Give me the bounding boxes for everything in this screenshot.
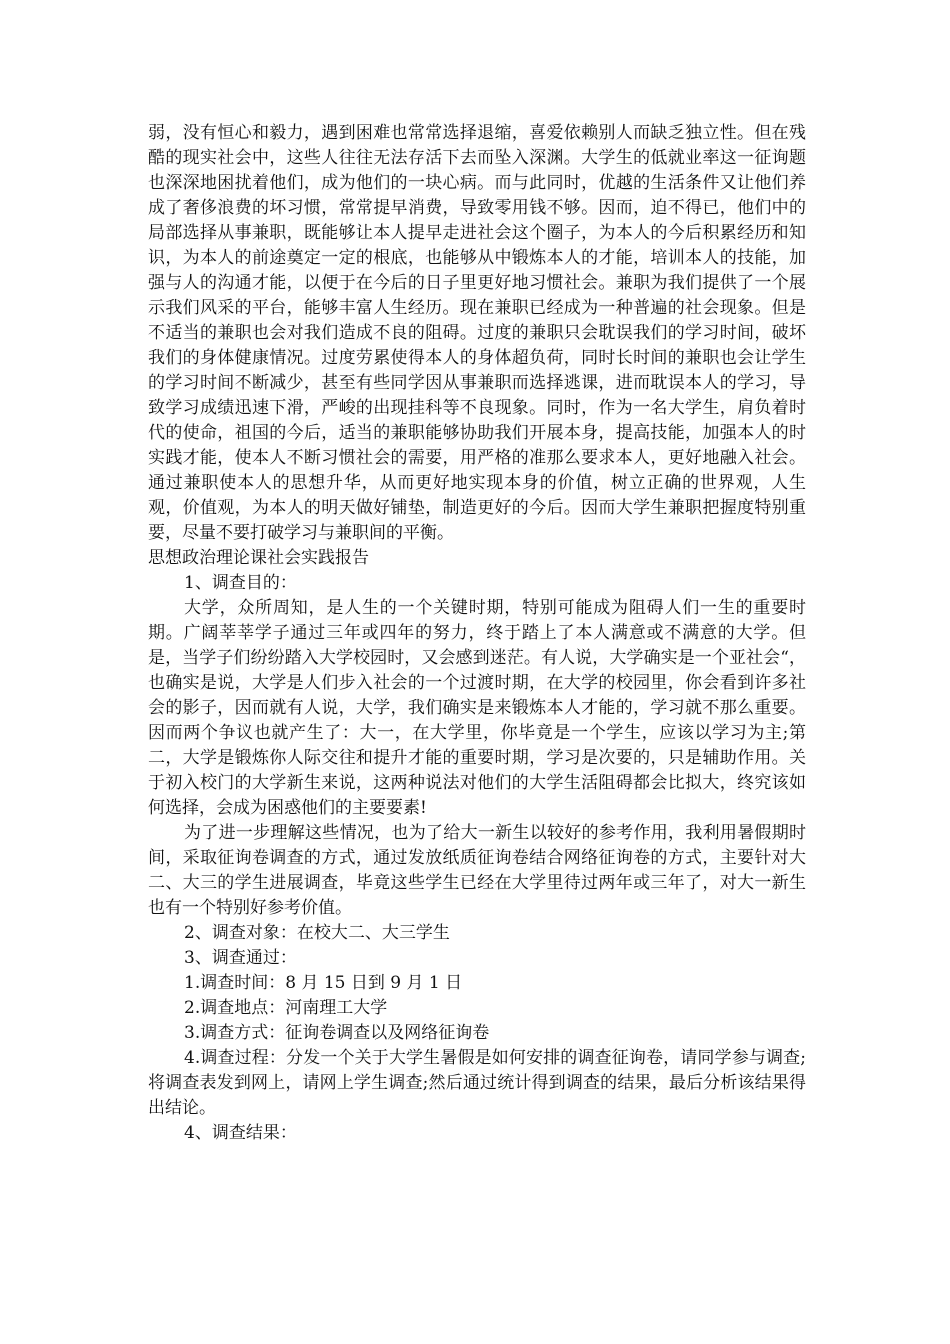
section2-line: 2、调查对象：在校大二、大三学生 (184, 923, 450, 943)
section4-heading: 4、调查结果： (184, 1123, 297, 1143)
survey-item-method: 3.调查方式：征询卷调查以及网络征询卷 (184, 1023, 490, 1043)
section1-paragraph-1: 大学，众所周知，是人生的一个关键时期，特别可能成为阻碍人们一生的重要时期。广阔莘莘学子通过三年或四年的努力，终于踏上了本人满意或不满意的大学。但是，当学子们纷纷踏入大学校园时，又会感到迷茫。有人说，大学确实是一个亚社会“，也确实是说，大学是人们步入社会的一个过渡时期，在大学的校园里，你会看到许多社会的影子，因而就有人说，大学，我们确实是来锻炼本人才能的，学习就不那么重要。因而两个争议也就产生了：大一，在大学里，你毕竟是一个学生，应该以学习为主;第二，大学是锻炼你人际交往和提升才能的重要时期，学习是次要的，只是辅助作用。关于初入校门的大学新生来说，这两种说法对他们的大学生活阻碍都会比拟大，终究该如何选择，会成为困惑他们的主要要素! (148, 598, 806, 818)
survey-item-location: 2.调查地点：河南理工大学 (184, 998, 388, 1018)
section1-paragraph-2: 为了进一步理解这些情况，也为了给大一新生以较好的参考作用，我利用暑假期时间，采取征询卷调查的方式，通过发放纸质征询卷结合网络征询卷的方式，主要针对大二、大三的学生进展调查，毕竟这些学生已经在大学里待过两年或三年了，对大一新生也有一个特别好参考价值。 (148, 823, 806, 918)
intro-paragraph: 弱，没有恒心和毅力，遇到困难也常常选择退缩，喜爱依赖别人而缺乏独立性。但在残酷的现实社会中，这些人往往无法存活下去而坠入深渊。大学生的低就业率这一征询题也深深地困扰着他们，成为他们的一块心病。而与此同时，优越的生活条件又让他们养成了奢侈浪费的坏习惯，常常提早消费，导致零用钱不够。因而，迫不得已，他们中的局部选择从事兼职，既能够让本人提早走进社会这个圈子，为本人的今后积累经历和知识，为本人的前途奠定一定的根底，也能够从中锻炼本人的才能，培训本人的技能，加强与人的沟通才能，以便于在今后的日子里更好地习惯社会。兼职为我们提供了一个展示我们风采的平台，能够丰富人生经历。现在兼职已经成为一种普遍的社会现象。但是不适当的兼职也会对我们造成不良的阻碍。过度的兼职只会耽误我们的学习时间，破坏我们的身体健康情况。过度劳累使得本人的身体超负荷，同时长时间的兼职也会让学生的学习时间不断减少，甚至有些同学因从事兼职而选择逃课，进而耽误本人的学习，导致学习成绩迅速下滑，严峻的出现挂科等不良现象。同时，作为一名大学生，肩负着时代的使命，祖国的今后，适当的兼职能够协助我们开展本身，提高技能，加强本人的时实践才能，使本人不断习惯社会的需要，用严格的准那么要求本人，更好地融入社会。通过兼职使本人的思想升华，从而更好地实现本身的价值，树立正确的世界观，人生观，价值观，为本人的明天做好铺垫，制造更好的今后。因而大学生兼职把握度特别重要，尽量不要打破学习与兼职间的平衡。 (148, 123, 806, 543)
section1-heading: 1、调查目的： (184, 573, 297, 593)
section3-heading: 3、调查通过： (184, 948, 297, 968)
survey-item-time: 1.调查时间：8 月 15 日到 9 月 1 日 (184, 973, 463, 993)
survey-item-process: 4.调查过程：分发一个关于大学生暑假是如何安排的调查征询卷，请同学参与调查;将调查表发到网上，请网上学生调查;然后通过统计得到调查的结果，最后分析该结果得出结论。 (148, 1048, 806, 1118)
document-page (148, 121, 806, 1146)
report-title: 思想政治理论课社会实践报告 (148, 548, 369, 568)
